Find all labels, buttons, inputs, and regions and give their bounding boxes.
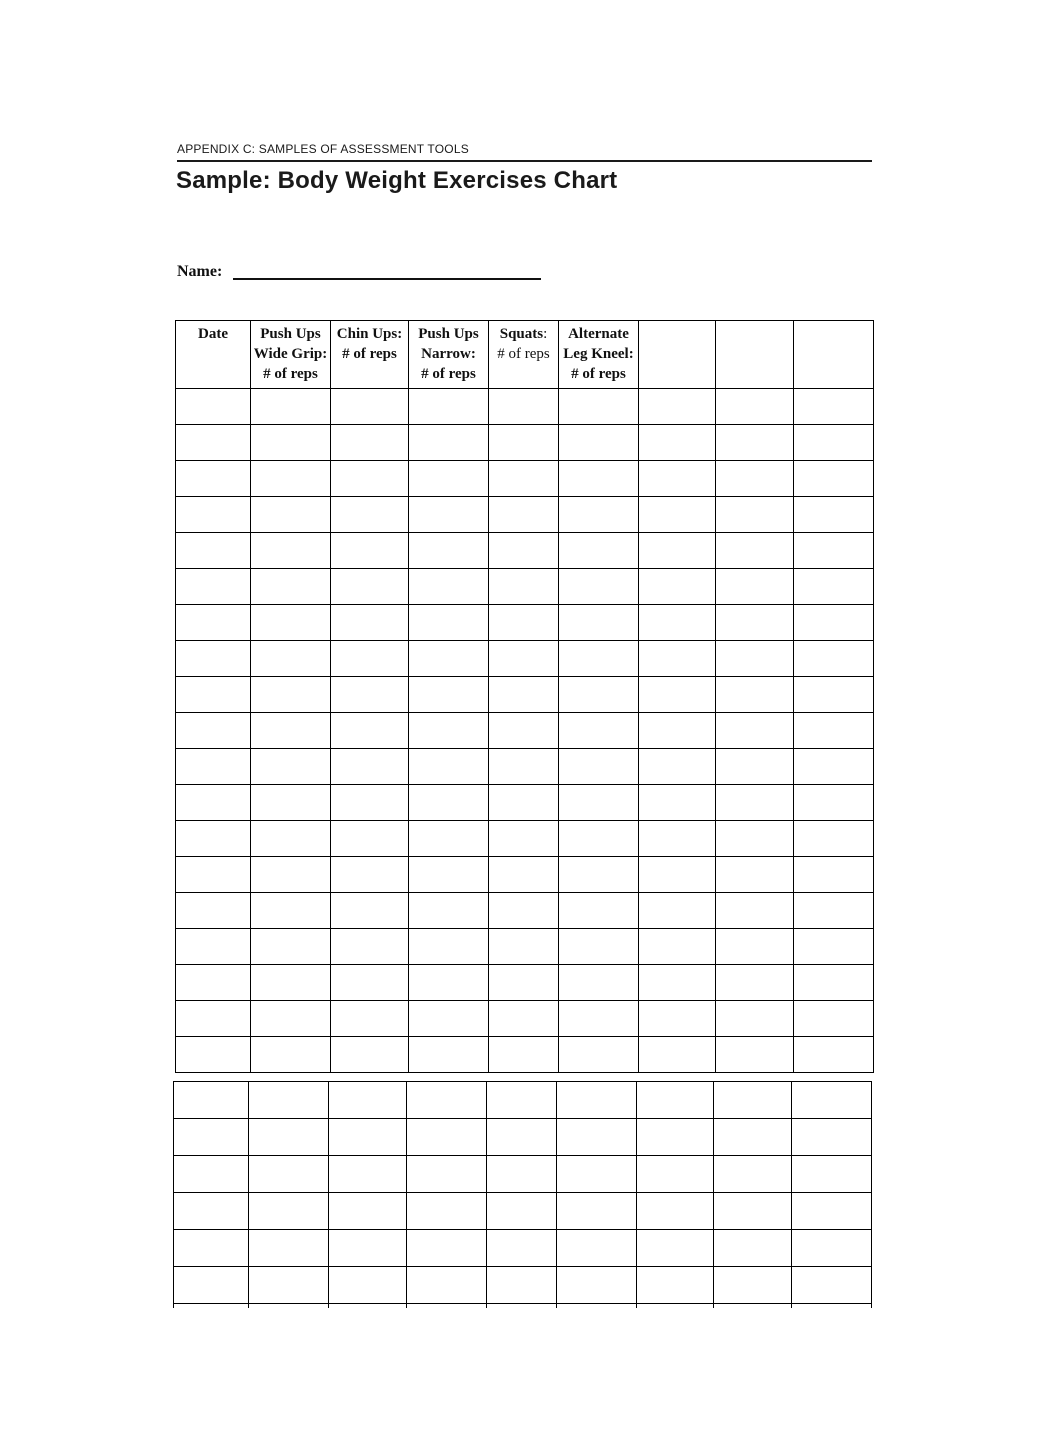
table-cell bbox=[714, 1193, 792, 1230]
table-cell bbox=[176, 389, 251, 425]
table-cell bbox=[176, 425, 251, 461]
table-cell bbox=[331, 713, 409, 749]
column-header-empty-1 bbox=[639, 321, 716, 389]
table-cell bbox=[792, 1082, 872, 1119]
header-rule bbox=[177, 160, 872, 162]
table-cell bbox=[329, 1230, 407, 1267]
table-cell bbox=[487, 1193, 557, 1230]
table-cell bbox=[639, 533, 716, 569]
table-cell bbox=[329, 1193, 407, 1230]
table-cell bbox=[794, 713, 874, 749]
table-cell bbox=[714, 1267, 792, 1304]
column-header-line: Push Ups bbox=[418, 326, 479, 342]
table-cell bbox=[559, 461, 639, 497]
table-cell bbox=[331, 749, 409, 785]
table-cell bbox=[487, 1119, 557, 1156]
table-cell bbox=[329, 1156, 407, 1193]
table-cell bbox=[409, 569, 489, 605]
cut-off-cell bbox=[407, 1304, 487, 1308]
cut-off-cell bbox=[792, 1304, 872, 1308]
table-cell bbox=[716, 533, 794, 569]
table-cell bbox=[251, 389, 331, 425]
table-row bbox=[174, 1082, 872, 1119]
table-cell bbox=[716, 425, 794, 461]
table-cell bbox=[559, 929, 639, 965]
table-cell bbox=[794, 425, 874, 461]
column-header-chin-ups bbox=[331, 321, 409, 389]
table-row bbox=[176, 569, 874, 605]
table-cell bbox=[407, 1082, 487, 1119]
table-cell bbox=[249, 1119, 329, 1156]
table-cell bbox=[176, 605, 251, 641]
table-row bbox=[174, 1230, 872, 1267]
table-cell bbox=[557, 1230, 637, 1267]
table-cell bbox=[794, 857, 874, 893]
table-cell bbox=[559, 713, 639, 749]
table-cell bbox=[331, 785, 409, 821]
table-cell bbox=[176, 893, 251, 929]
table-cell bbox=[409, 1001, 489, 1037]
table-row bbox=[176, 821, 874, 857]
table-cell bbox=[407, 1119, 487, 1156]
table-cell bbox=[331, 965, 409, 1001]
table-cell bbox=[251, 821, 331, 857]
table-row bbox=[176, 497, 874, 533]
table-cell bbox=[176, 713, 251, 749]
table-cell bbox=[792, 1230, 872, 1267]
table-row bbox=[176, 1001, 874, 1037]
table-cell bbox=[794, 461, 874, 497]
table-cell bbox=[251, 1001, 331, 1037]
column-header-push-ups-narrow bbox=[409, 321, 489, 389]
table-cell bbox=[249, 1267, 329, 1304]
table-cell bbox=[639, 641, 716, 677]
column-header-line: # of reps bbox=[571, 366, 626, 382]
table-cell bbox=[794, 749, 874, 785]
table-cell bbox=[331, 497, 409, 533]
table-cell bbox=[792, 1119, 872, 1156]
table-cell bbox=[489, 929, 559, 965]
table-cell bbox=[559, 785, 639, 821]
table-cell bbox=[176, 785, 251, 821]
table-cell bbox=[794, 1037, 874, 1073]
table-cell bbox=[251, 749, 331, 785]
table-cell bbox=[176, 821, 251, 857]
table-cell bbox=[716, 893, 794, 929]
table-cell bbox=[559, 569, 639, 605]
cut-off-cell bbox=[487, 1304, 557, 1308]
cut-off-cell bbox=[249, 1304, 329, 1308]
column-header-push-ups-wide-grip bbox=[251, 321, 331, 389]
table-cell bbox=[409, 389, 489, 425]
column-header-line: Alternate bbox=[568, 326, 629, 342]
table-cell bbox=[251, 893, 331, 929]
table-cell bbox=[487, 1230, 557, 1267]
table-cell bbox=[559, 533, 639, 569]
cut-off-cell bbox=[637, 1304, 714, 1308]
table-cell bbox=[331, 641, 409, 677]
table-cell bbox=[639, 425, 716, 461]
table-cell bbox=[794, 641, 874, 677]
table-cell bbox=[489, 965, 559, 1001]
table-cell bbox=[792, 1267, 872, 1304]
table-cell bbox=[251, 605, 331, 641]
table-cell bbox=[559, 965, 639, 1001]
table-row bbox=[174, 1193, 872, 1230]
table-cell bbox=[794, 569, 874, 605]
table-cell bbox=[559, 425, 639, 461]
table-row bbox=[176, 893, 874, 929]
table-cell bbox=[637, 1082, 714, 1119]
table-cell bbox=[639, 569, 716, 605]
table-cell bbox=[559, 389, 639, 425]
table-cell bbox=[716, 965, 794, 1001]
table-cell bbox=[639, 857, 716, 893]
table-cell bbox=[251, 497, 331, 533]
table-cell bbox=[639, 605, 716, 641]
table-cell bbox=[331, 821, 409, 857]
table-cell bbox=[489, 749, 559, 785]
table-cell bbox=[489, 677, 559, 713]
table-cell bbox=[639, 497, 716, 533]
table-cell bbox=[487, 1156, 557, 1193]
table-cell bbox=[559, 857, 639, 893]
table-cell bbox=[716, 605, 794, 641]
table-cell bbox=[409, 749, 489, 785]
table-cell bbox=[489, 569, 559, 605]
table-cell bbox=[559, 821, 639, 857]
table-cell bbox=[329, 1082, 407, 1119]
table-cell bbox=[557, 1156, 637, 1193]
table-row bbox=[176, 461, 874, 497]
table-cell bbox=[794, 497, 874, 533]
table-cell bbox=[637, 1156, 714, 1193]
table-cell bbox=[331, 677, 409, 713]
table-cell bbox=[716, 1001, 794, 1037]
table-cell bbox=[331, 893, 409, 929]
table-row bbox=[176, 533, 874, 569]
table-cell bbox=[251, 641, 331, 677]
table-cell bbox=[174, 1230, 249, 1267]
table-cell bbox=[407, 1267, 487, 1304]
table-row bbox=[176, 965, 874, 1001]
table-cell bbox=[409, 425, 489, 461]
cut-off-cell bbox=[557, 1304, 637, 1308]
table-cell bbox=[639, 1037, 716, 1073]
table-row bbox=[176, 749, 874, 785]
column-header-line: # of reps bbox=[497, 346, 550, 362]
table-cell bbox=[716, 929, 794, 965]
table-cell bbox=[487, 1267, 557, 1304]
table-cell bbox=[716, 677, 794, 713]
table-cell bbox=[409, 857, 489, 893]
table-cell bbox=[331, 857, 409, 893]
table-cell bbox=[249, 1193, 329, 1230]
table-cell bbox=[176, 749, 251, 785]
table-cell bbox=[407, 1193, 487, 1230]
table-cell bbox=[639, 461, 716, 497]
table-row bbox=[176, 389, 874, 425]
table-cell bbox=[176, 1037, 251, 1073]
column-header-squats bbox=[489, 321, 559, 389]
table-cell bbox=[407, 1230, 487, 1267]
table-cell bbox=[489, 713, 559, 749]
table-cell bbox=[251, 533, 331, 569]
table-cell bbox=[249, 1156, 329, 1193]
table-cell bbox=[331, 389, 409, 425]
table-cell bbox=[251, 677, 331, 713]
table-row bbox=[176, 713, 874, 749]
table-cell bbox=[489, 821, 559, 857]
table-cell bbox=[249, 1230, 329, 1267]
name-blank-line bbox=[233, 278, 541, 280]
table-cell bbox=[557, 1082, 637, 1119]
table-cell bbox=[716, 461, 794, 497]
table-cell bbox=[249, 1082, 329, 1119]
table-cell bbox=[251, 1037, 331, 1073]
table-cell bbox=[489, 533, 559, 569]
column-header-line: Push Ups bbox=[260, 326, 321, 342]
table-cell bbox=[174, 1156, 249, 1193]
column-header-line: Date bbox=[198, 326, 228, 342]
column-header-empty-2 bbox=[716, 321, 794, 389]
table-cell bbox=[559, 497, 639, 533]
table-cell bbox=[489, 425, 559, 461]
table-row bbox=[174, 1119, 872, 1156]
table-cell bbox=[251, 929, 331, 965]
table-cell bbox=[176, 497, 251, 533]
table-cell bbox=[557, 1267, 637, 1304]
table-cell bbox=[251, 425, 331, 461]
table-cell bbox=[489, 461, 559, 497]
table-cell bbox=[409, 713, 489, 749]
table-cell bbox=[559, 893, 639, 929]
table-cell bbox=[714, 1230, 792, 1267]
table-cell bbox=[176, 461, 251, 497]
table-cell bbox=[714, 1119, 792, 1156]
cut-off-row bbox=[174, 1304, 872, 1308]
table-cell bbox=[716, 389, 794, 425]
table-cell bbox=[559, 605, 639, 641]
table-cell bbox=[174, 1119, 249, 1156]
column-header-line: # of reps bbox=[263, 366, 318, 382]
column-header-alternate-leg-kneel bbox=[559, 321, 639, 389]
column-header-line: # of reps bbox=[421, 366, 476, 382]
table-cell bbox=[331, 461, 409, 497]
table-cell bbox=[792, 1156, 872, 1193]
table-cell bbox=[794, 677, 874, 713]
table-cell bbox=[489, 857, 559, 893]
table-cell bbox=[329, 1267, 407, 1304]
table-cell bbox=[716, 857, 794, 893]
table-cell bbox=[407, 1156, 487, 1193]
table-cell bbox=[716, 713, 794, 749]
table-row bbox=[176, 929, 874, 965]
column-header-line: Squats: bbox=[499, 326, 548, 342]
table-cell bbox=[409, 1037, 489, 1073]
page-title: Sample: Body Weight Exercises Chart bbox=[176, 167, 618, 194]
table-cell bbox=[174, 1082, 249, 1119]
table-cell bbox=[176, 1001, 251, 1037]
table-cell bbox=[792, 1193, 872, 1230]
table-cell bbox=[639, 749, 716, 785]
table-cell bbox=[409, 785, 489, 821]
appendix-header: APPENDIX C: SAMPLES OF ASSESSMENT TOOLS bbox=[177, 142, 469, 156]
table-cell bbox=[331, 1037, 409, 1073]
table-cell bbox=[716, 749, 794, 785]
table-cell bbox=[559, 749, 639, 785]
column-header-line: # of reps bbox=[342, 346, 397, 362]
table-cell bbox=[794, 929, 874, 965]
table-cell bbox=[716, 1037, 794, 1073]
table-cell bbox=[489, 497, 559, 533]
table-cell bbox=[637, 1193, 714, 1230]
table-cell bbox=[251, 569, 331, 605]
column-header-line: Wide Grip: bbox=[253, 346, 328, 362]
table-cell bbox=[251, 785, 331, 821]
table-cell bbox=[559, 641, 639, 677]
table-cell bbox=[557, 1193, 637, 1230]
table-cell bbox=[639, 677, 716, 713]
table-cell bbox=[176, 641, 251, 677]
table-cell bbox=[409, 929, 489, 965]
table-cell bbox=[794, 821, 874, 857]
table-cell bbox=[794, 893, 874, 929]
exercise-chart-table-section2 bbox=[173, 1081, 872, 1308]
table-cell bbox=[716, 821, 794, 857]
table-cell bbox=[251, 713, 331, 749]
table-cell bbox=[794, 533, 874, 569]
column-header-line: Chin Ups: bbox=[336, 326, 403, 342]
table-cell bbox=[794, 965, 874, 1001]
table-cell bbox=[637, 1230, 714, 1267]
table-cell bbox=[409, 533, 489, 569]
table-cell bbox=[489, 389, 559, 425]
table-cell bbox=[176, 677, 251, 713]
table-cell bbox=[329, 1119, 407, 1156]
table-cell bbox=[331, 605, 409, 641]
table-cell bbox=[557, 1119, 637, 1156]
table-cell bbox=[639, 713, 716, 749]
table-cell bbox=[639, 893, 716, 929]
table-cell bbox=[487, 1082, 557, 1119]
table-cell bbox=[176, 965, 251, 1001]
table-cell bbox=[794, 785, 874, 821]
table-cell bbox=[794, 389, 874, 425]
table-row bbox=[176, 641, 874, 677]
table-cell bbox=[639, 389, 716, 425]
table-cell bbox=[639, 929, 716, 965]
table-cell bbox=[331, 569, 409, 605]
table-row bbox=[174, 1156, 872, 1193]
table-cell bbox=[639, 965, 716, 1001]
table-cell bbox=[637, 1119, 714, 1156]
table-row bbox=[176, 425, 874, 461]
table-cell bbox=[409, 605, 489, 641]
table-cell bbox=[174, 1267, 249, 1304]
table-row bbox=[176, 605, 874, 641]
table-cell bbox=[331, 425, 409, 461]
table-cell bbox=[489, 893, 559, 929]
table-cell bbox=[251, 965, 331, 1001]
table-cell bbox=[489, 1037, 559, 1073]
table-cell bbox=[794, 1001, 874, 1037]
table-cell bbox=[251, 461, 331, 497]
table-cell bbox=[409, 497, 489, 533]
table-cell bbox=[409, 893, 489, 929]
table-cell bbox=[714, 1156, 792, 1193]
table-cell bbox=[639, 1001, 716, 1037]
table-cell bbox=[714, 1082, 792, 1119]
column-header-line: Leg Kneel: bbox=[563, 346, 634, 362]
table-cell bbox=[639, 785, 716, 821]
cut-off-cell bbox=[329, 1304, 407, 1308]
table-cell bbox=[794, 605, 874, 641]
name-label: Name: bbox=[177, 263, 223, 280]
table-cell bbox=[716, 497, 794, 533]
table-cell bbox=[176, 929, 251, 965]
cut-off-cell bbox=[714, 1304, 792, 1308]
table-row bbox=[176, 857, 874, 893]
table-cell bbox=[176, 533, 251, 569]
table-header-row bbox=[176, 321, 874, 389]
table-row bbox=[176, 1037, 874, 1073]
table-cell bbox=[637, 1267, 714, 1304]
table-cell bbox=[251, 857, 331, 893]
column-header-empty-3 bbox=[794, 321, 874, 389]
table-cell bbox=[409, 677, 489, 713]
table-cell bbox=[331, 533, 409, 569]
table-cell bbox=[559, 1037, 639, 1073]
table-cell bbox=[176, 569, 251, 605]
table-cell bbox=[176, 857, 251, 893]
table-cell bbox=[716, 569, 794, 605]
table-cell bbox=[639, 821, 716, 857]
column-header-date bbox=[176, 321, 251, 389]
table-cell bbox=[174, 1193, 249, 1230]
table-cell bbox=[716, 641, 794, 677]
exercise-chart-table-section1 bbox=[175, 320, 874, 1073]
table-cell bbox=[559, 1001, 639, 1037]
table-cell bbox=[489, 1001, 559, 1037]
table-cell bbox=[489, 605, 559, 641]
table-cell bbox=[409, 821, 489, 857]
table-row bbox=[174, 1267, 872, 1304]
table-cell bbox=[716, 785, 794, 821]
table-cell bbox=[559, 677, 639, 713]
table-cell bbox=[331, 1001, 409, 1037]
table-row bbox=[176, 677, 874, 713]
table-cell bbox=[409, 965, 489, 1001]
cut-off-cell bbox=[174, 1304, 249, 1308]
column-header-line: Narrow: bbox=[421, 346, 476, 362]
table-cell bbox=[489, 641, 559, 677]
table-row bbox=[176, 785, 874, 821]
table-cell bbox=[409, 641, 489, 677]
table-cell bbox=[489, 785, 559, 821]
table-cell bbox=[409, 461, 489, 497]
table-cell bbox=[331, 929, 409, 965]
